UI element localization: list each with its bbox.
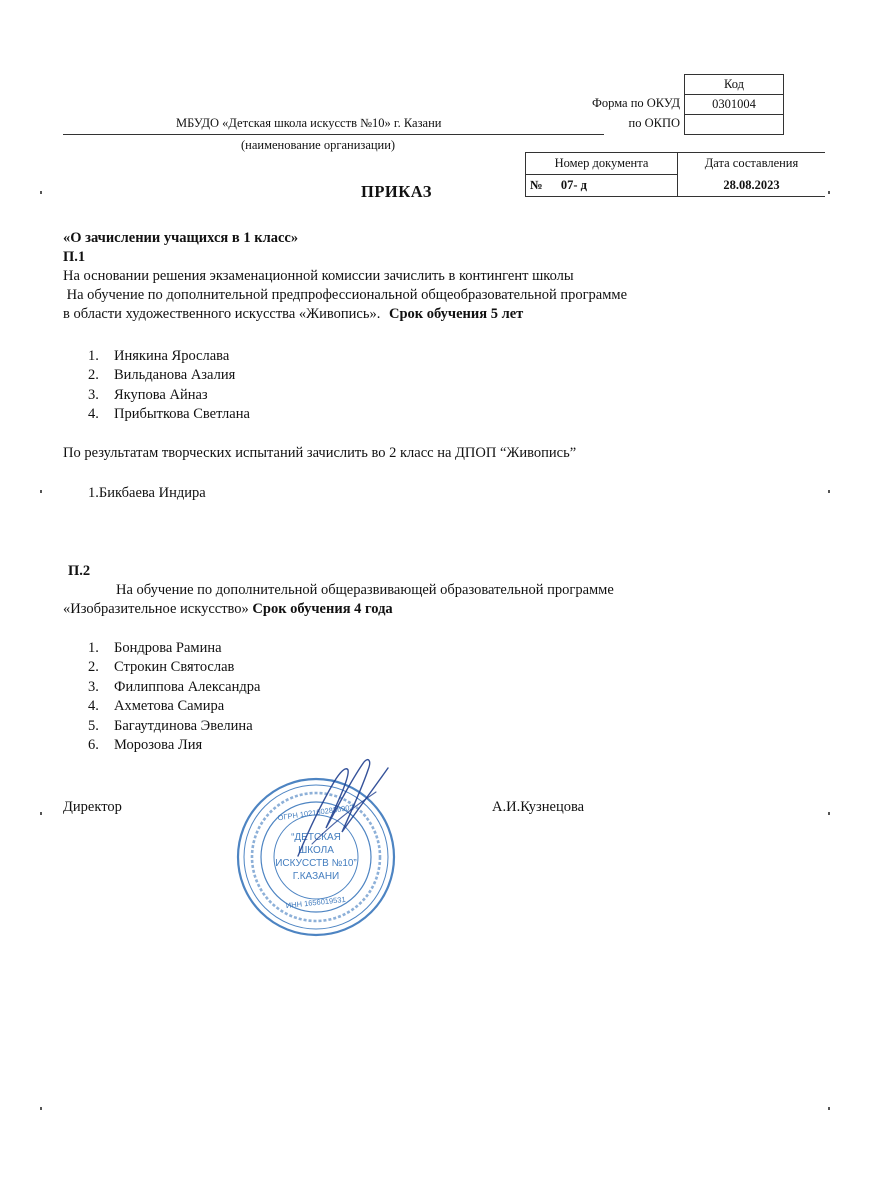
okpo-label: по ОКПО bbox=[628, 116, 680, 130]
stamp-center-line3: ИСКУССТВ №10” bbox=[275, 858, 357, 869]
okpo-code-cell bbox=[685, 115, 784, 135]
organization-name: МБУДО «Детская школа искусств №10» г. Казани bbox=[176, 116, 442, 130]
document-title: ПРИКАЗ bbox=[361, 182, 432, 201]
scan-speck bbox=[828, 812, 830, 815]
section2-line1: На обучение по дополнительной общеразвивающей образовательной программе bbox=[116, 582, 614, 598]
organization-caption: (наименование организации) bbox=[241, 138, 396, 152]
scan-speck bbox=[828, 1107, 830, 1110]
doc-date-cell: 28.08.2023 bbox=[678, 175, 826, 197]
director-signature bbox=[290, 752, 400, 862]
section2-label: П.2 bbox=[68, 563, 91, 579]
section1-label: П.1 bbox=[63, 249, 86, 265]
doc-number-value: 07- д bbox=[560, 178, 587, 192]
stamp-inn: ИНН 1656019531 bbox=[285, 894, 347, 911]
section1-duration: Срок обучения 5 лет bbox=[388, 306, 524, 322]
stamp-ogrn: ОГРН 1021602836902 bbox=[277, 802, 355, 823]
section1-line1: На основании решения экзаменационной комиссии зачислить в контингент школы bbox=[63, 268, 574, 284]
section1-line2: На обучение по дополнительной предпрофессиональной общеобразовательной программе bbox=[63, 287, 628, 303]
section1-line3: в области художественного искусства «Живопись». bbox=[63, 306, 381, 322]
list-item: 4. Прибыткова Светлана bbox=[88, 406, 250, 423]
stamp-center-line2: ШКОЛА bbox=[298, 845, 334, 856]
list-item: 1. Бондрова Рамина bbox=[88, 640, 222, 656]
list-item: 6. Морозова Лия bbox=[88, 737, 203, 754]
list-item: 1. Инякина Ярослава bbox=[88, 348, 230, 364]
signature-name: А.И.Кузнецова bbox=[492, 799, 585, 815]
list-item: 4. Ахметова Самира bbox=[88, 698, 225, 715]
organization-underline bbox=[63, 134, 604, 135]
scan-speck bbox=[828, 490, 830, 493]
scan-speck bbox=[40, 191, 42, 194]
section2-duration: Срок обучения 4 года bbox=[252, 601, 393, 617]
list-item: 3. Якупова Айназ bbox=[88, 386, 208, 403]
doc-info-table bbox=[525, 152, 825, 197]
code-header: Код bbox=[685, 75, 784, 95]
list-item: 2. Строкин Святослав bbox=[88, 659, 235, 676]
doc-number-header: Номер документа bbox=[526, 153, 678, 175]
doc-number-sign: № bbox=[530, 178, 543, 192]
list-item: 3. Филиппова Александра bbox=[88, 678, 261, 695]
section1-student-list bbox=[88, 347, 250, 425]
code-table bbox=[684, 74, 784, 135]
order-subject: «О зачислении учащихся в 1 класс» bbox=[63, 230, 299, 246]
section2-line2-row bbox=[63, 601, 393, 618]
doc-number-cell bbox=[526, 175, 678, 197]
stamp-center-line4: Г.КАЗАНИ bbox=[292, 871, 340, 882]
stamp-center-line1: “ДЕТСКАЯ bbox=[291, 832, 341, 843]
okud-label: Форма по ОКУД bbox=[592, 96, 680, 110]
section2-line2: «Изобразительное искусство» bbox=[63, 601, 249, 617]
section2-student-list bbox=[88, 639, 260, 755]
scan-speck bbox=[828, 191, 830, 194]
okud-code-cell: 0301004 bbox=[685, 95, 784, 115]
signature-position: Директор bbox=[63, 799, 122, 815]
list-item: 2. Вильданова Азалия bbox=[88, 367, 236, 384]
doc-date-header: Дата составления bbox=[678, 153, 826, 175]
scan-speck bbox=[40, 490, 42, 493]
list-item: 5. Багаутдинова Эвелина bbox=[88, 717, 253, 734]
section1-transfer-student: 1.Бикбаева Индира bbox=[88, 485, 206, 501]
section1-transfer-text: По результатам творческих испытаний зачислить во 2 класс на ДПОП “Живопись” bbox=[63, 445, 577, 461]
scan-speck bbox=[40, 812, 42, 815]
scan-speck bbox=[40, 1107, 42, 1110]
section1-line3-row bbox=[63, 306, 523, 323]
